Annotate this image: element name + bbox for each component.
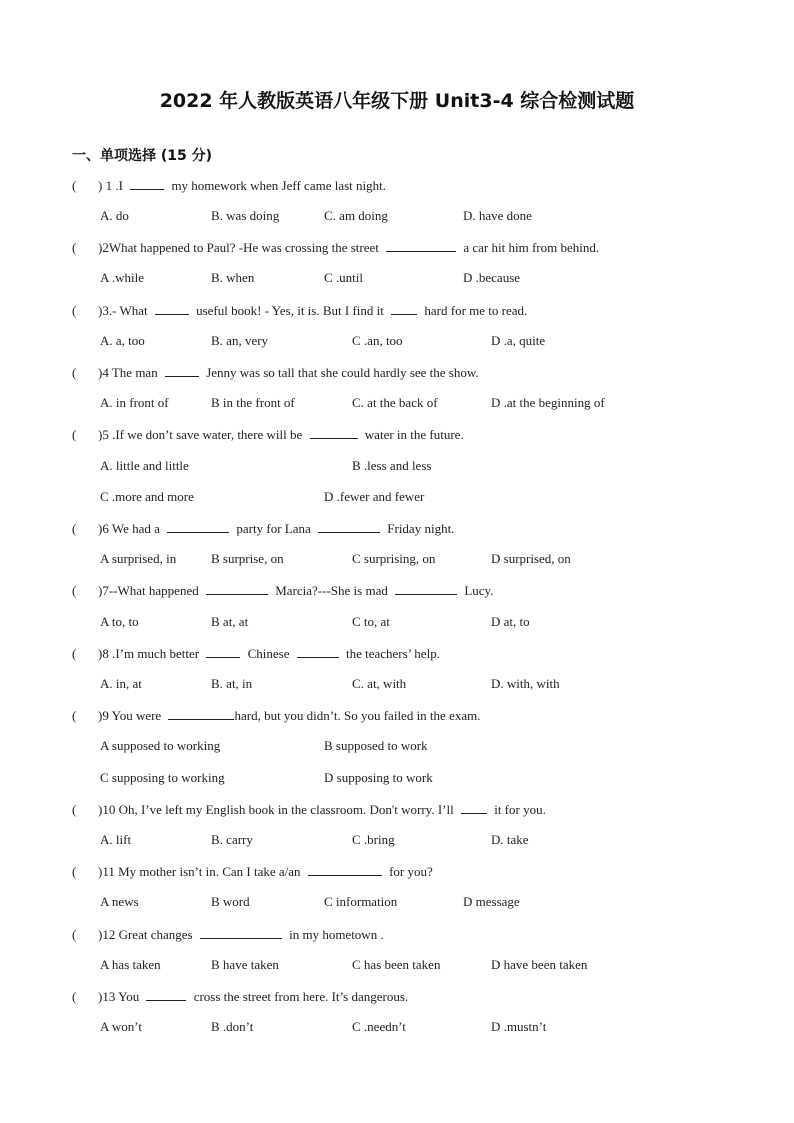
option-c[interactable]: C has been taken <box>352 957 441 972</box>
option-b[interactable]: B in the front of <box>211 395 295 410</box>
option-c[interactable]: C .needn’t <box>352 1019 406 1034</box>
option-c[interactable]: C .until <box>324 270 364 285</box>
option-b[interactable]: B. at, in <box>211 676 253 691</box>
blank[interactable] <box>318 520 380 533</box>
option-a[interactable]: A. lift <box>100 832 132 847</box>
question-7: ( )7--What happened Marcia?---She is mad Lucy. <box>72 583 494 598</box>
blank[interactable] <box>130 177 164 190</box>
option-d[interactable]: D surprised, on <box>491 551 571 566</box>
option-b[interactable]: B surprise, on <box>211 551 284 566</box>
blank[interactable] <box>297 645 339 658</box>
option-a[interactable]: A to, to <box>100 614 139 629</box>
option-b[interactable]: B supposed to work <box>324 738 428 753</box>
blank[interactable] <box>167 520 229 533</box>
option-a[interactable]: A won’t <box>100 1019 143 1034</box>
option-a[interactable]: A. in, at <box>100 676 142 691</box>
option-c[interactable]: C. at, with <box>352 676 407 691</box>
option-d[interactable]: D at, to <box>491 614 530 629</box>
option-d[interactable]: D .a, quite <box>491 333 546 348</box>
option-a[interactable]: A. do <box>100 208 129 223</box>
option-c[interactable]: C surprising, on <box>352 551 436 566</box>
question-12: ( )12 Great changes in my hometown . <box>72 927 384 942</box>
option-a[interactable]: A. in front of <box>100 395 169 410</box>
option-d[interactable]: D .fewer and fewer <box>324 489 425 504</box>
option-d[interactable]: D .at the beginning of <box>491 395 605 410</box>
question-6: ( )6 We had a party for Lana Friday night. <box>72 521 455 536</box>
option-a[interactable]: A has taken <box>100 957 161 972</box>
blank[interactable] <box>386 239 456 252</box>
blank[interactable] <box>391 302 417 315</box>
option-a[interactable]: A. little and little <box>100 458 189 473</box>
option-c[interactable]: C to, at <box>352 614 390 629</box>
option-a[interactable]: A. a, too <box>100 333 145 348</box>
option-a[interactable]: A surprised, in <box>100 551 177 566</box>
option-d[interactable]: D. with, with <box>491 676 560 691</box>
option-b[interactable]: B. carry <box>211 832 253 847</box>
option-d[interactable]: D .because <box>463 270 521 285</box>
option-d[interactable]: D. have done <box>463 208 532 223</box>
question-3: ( )3.- What useful book! - Yes, it is. But I find it hard for me to read. <box>72 303 528 318</box>
blank[interactable] <box>461 801 487 814</box>
blank[interactable] <box>155 302 189 315</box>
question-9: ( )9 You were hard, but you didn’t. So you failed in the exam. <box>72 708 481 723</box>
option-d[interactable]: D .mustn’t <box>491 1019 547 1034</box>
option-d[interactable]: D supposing to work <box>324 770 433 785</box>
page-title: 2022 年人教版英语八年级下册 Unit3-4 综合检测试题 <box>159 90 635 112</box>
question-2: ( )2What happened to Paul? -He was crossing the street a car hit him from behind. <box>72 240 600 255</box>
question-11: ( )11 My mother isn’t in. Can I take a/an for you? <box>72 864 433 879</box>
option-a[interactable]: A .while <box>100 270 145 285</box>
option-b[interactable]: B at, at <box>211 614 249 629</box>
question-10: ( )10 Oh, I’ve left my English book in the classroom. Don't worry. I’ll it for you. <box>72 802 546 817</box>
option-b[interactable]: B. an, very <box>211 333 269 348</box>
option-c[interactable]: C .more and more <box>100 489 194 504</box>
option-b[interactable]: B .don’t <box>211 1019 254 1034</box>
option-b[interactable]: B. when <box>211 270 255 285</box>
option-b[interactable]: B .less and less <box>352 458 432 473</box>
option-b[interactable]: B have taken <box>211 957 279 972</box>
option-c[interactable]: C .bring <box>352 832 395 847</box>
option-d[interactable]: D message <box>463 894 520 909</box>
question-1: ( ) 1 .I my homework when Jeff came last night. <box>72 178 387 193</box>
blank[interactable] <box>200 926 282 939</box>
option-d[interactable]: D have been taken <box>491 957 588 972</box>
option-c[interactable]: C .an, too <box>352 333 403 348</box>
blank[interactable] <box>165 364 199 377</box>
answer-bracket: ( <box>72 178 77 193</box>
option-a[interactable]: A news <box>100 894 139 909</box>
question-4: ( )4 The man Jenny was so tall that she could hardly see the show. <box>72 365 479 380</box>
option-c[interactable]: C supposing to working <box>100 770 225 785</box>
blank[interactable] <box>310 426 358 439</box>
blank[interactable] <box>168 707 234 720</box>
option-c[interactable]: C. at the back of <box>352 395 438 410</box>
question-8: ( )8 .I’m much better Chinese the teachers’ help. <box>72 646 440 661</box>
option-b[interactable]: B word <box>211 894 250 909</box>
question-5: ( )5 .If we don’t save water, there will be water in the future. <box>72 427 464 442</box>
option-a[interactable]: A supposed to working <box>100 738 221 753</box>
question-13: ( )13 You cross the street from here. It’s dangerous. <box>72 989 409 1004</box>
blank[interactable] <box>308 863 382 876</box>
option-b[interactable]: B. was doing <box>211 208 280 223</box>
blank[interactable] <box>146 988 186 1001</box>
blank[interactable] <box>206 645 240 658</box>
option-c[interactable]: C information <box>324 894 398 909</box>
blank[interactable] <box>395 582 457 595</box>
option-d[interactable]: D. take <box>491 832 529 847</box>
option-c[interactable]: C. am doing <box>324 208 388 223</box>
blank[interactable] <box>206 582 268 595</box>
section-heading: 一、单项选择 (15 分) <box>72 148 213 164</box>
